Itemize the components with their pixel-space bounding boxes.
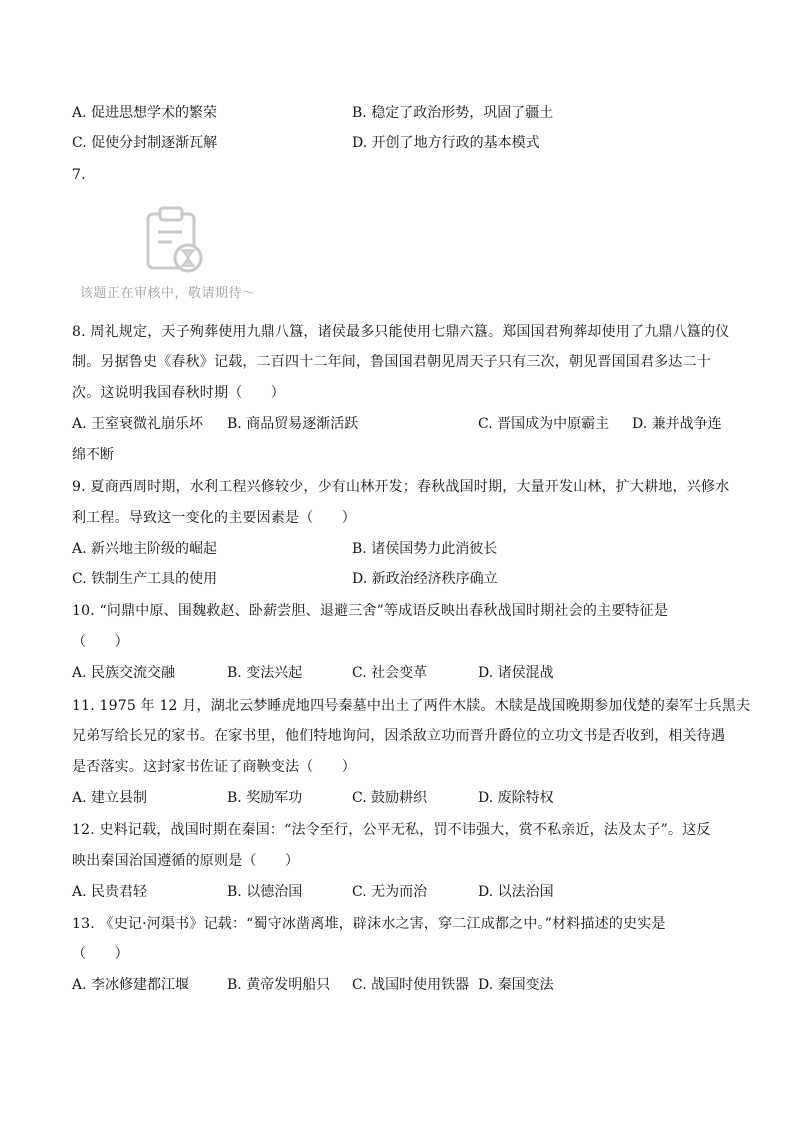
q9-option-a: A. 新兴地主阶级的崛起 <box>72 541 218 557</box>
q13-option-d: D. 秦国变法 <box>478 977 554 993</box>
q10-option-d: D. 诸侯混战 <box>478 665 554 681</box>
q12-stem-line-2: 映出秦国治国遵循的原则是（ ） <box>72 853 300 869</box>
q11-option-c: C. 鼓励耕织 <box>352 790 428 806</box>
q11-option-b: B. 奖励军功 <box>227 790 303 806</box>
q12-option-a: A. 民贵君轻 <box>72 884 148 900</box>
q8-option-b: B. 商品贸易逐渐活跃 <box>227 416 359 432</box>
q10-option-c: C. 社会变革 <box>352 665 428 681</box>
q13-stem-line-2: （ ） <box>72 946 129 962</box>
q9-option-d: D. 新政治经济秩序确立 <box>352 571 498 587</box>
q11-option-a: A. 建立县制 <box>72 790 148 806</box>
q8-stem-line-1: 8. 周礼规定，天子殉葬使用九鼎八簋，诸侯最多只能使用七鼎六簋。郑国国君殉葬却使用了九鼎八簋的仪 <box>72 324 730 340</box>
q7-review-text: 该题正在审核中，敬请期待～ <box>80 286 256 301</box>
q7-review-placeholder <box>78 200 278 310</box>
q6-option-c: C. 促使分封制逐渐瓦解 <box>72 135 218 151</box>
q6-option-b: B. 稳定了政治形势，巩固了疆土 <box>352 105 554 121</box>
q13-option-a: A. 李冰修建都江堰 <box>72 977 190 993</box>
q8-option-a: A. 王室衰微礼崩乐坏 <box>72 416 204 432</box>
q8-stem-line-3: 次。这说明我国春秋时期（ ） <box>72 385 285 401</box>
q8-option-d: D. 兼并战争连 <box>632 416 722 432</box>
q12-option-d: D. 以法治国 <box>478 884 554 900</box>
q9-stem-line-1: 9. 夏商西周时期，水利工程兴修较少，少有山林开发；春秋战国时期，大量开发山林，扩大耕地，兴修水 <box>72 479 730 495</box>
q8-option-d-continued: 绵不断 <box>72 447 114 463</box>
q13-stem-line-1: 13. 《史记·河渠书》记载：“蜀守冰凿离堆，辟沫水之害，穿二江成都之中。”材料描述的史实是 <box>72 916 666 932</box>
q7-number: 7. <box>72 167 86 183</box>
q10-option-b: B. 变法兴起 <box>227 665 303 681</box>
q11-stem-line-2: 兄弟写给长兄的家书。在家书里，他们特地询问，因杀敌立功而晋升爵位的立功文书是否收到，相关待遇 <box>72 728 726 744</box>
q9-option-b: B. 诸侯国势力此消彼长 <box>352 541 498 557</box>
q11-stem-line-1: 11. 1975 年 12 月，湖北云梦睡虎地四号秦墓中出土了两件木牍。木牍是战国晚期参加伐楚的秦军士兵黑夫 <box>72 698 751 714</box>
q9-option-c: C. 铁制生产工具的使用 <box>72 571 218 587</box>
q11-option-d: D. 废除特权 <box>478 790 554 806</box>
q6-option-d: D. 开创了地方行政的基本模式 <box>352 135 540 151</box>
q12-option-c: C. 无为而治 <box>352 884 428 900</box>
clipboard-hourglass-icon <box>138 204 210 276</box>
q12-option-b: B. 以德治国 <box>227 884 303 900</box>
q13-option-b: B. 黄帝发明船只 <box>227 977 331 993</box>
q8-stem-line-2: 制。另据鲁史《春秋》记载，二百四十二年间，鲁国国君朝见周天子只有三次，朝见晋国国君多达二十 <box>72 354 711 370</box>
q8-option-c: C. 晋国成为中原霸主 <box>478 416 610 432</box>
q10-option-a: A. 民族交流交融 <box>72 665 176 681</box>
q6-option-a: A. 促进思想学术的繁荣 <box>72 105 218 121</box>
q13-option-c: C. 战国时使用铁器 <box>352 977 470 993</box>
q12-stem-line-1: 12. 史料记载，战国时期在秦国：“法令至行，公平无私，罚不讳强大，赏不私亲近，法及太子”。这反 <box>72 822 711 838</box>
q10-stem-line-1: 10. “问鼎中原、围魏救赵、卧薪尝胆、退避三舍”等成语反映出春秋战国时期社会的主要特征是 <box>72 603 669 619</box>
q10-stem-line-2: （ ） <box>72 634 129 650</box>
q9-stem-line-2: 利工程。导致这一变化的主要因素是（ ） <box>72 510 356 526</box>
q11-stem-line-3: 是否落实。这封家书佐证了商鞅变法（ ） <box>72 759 356 775</box>
